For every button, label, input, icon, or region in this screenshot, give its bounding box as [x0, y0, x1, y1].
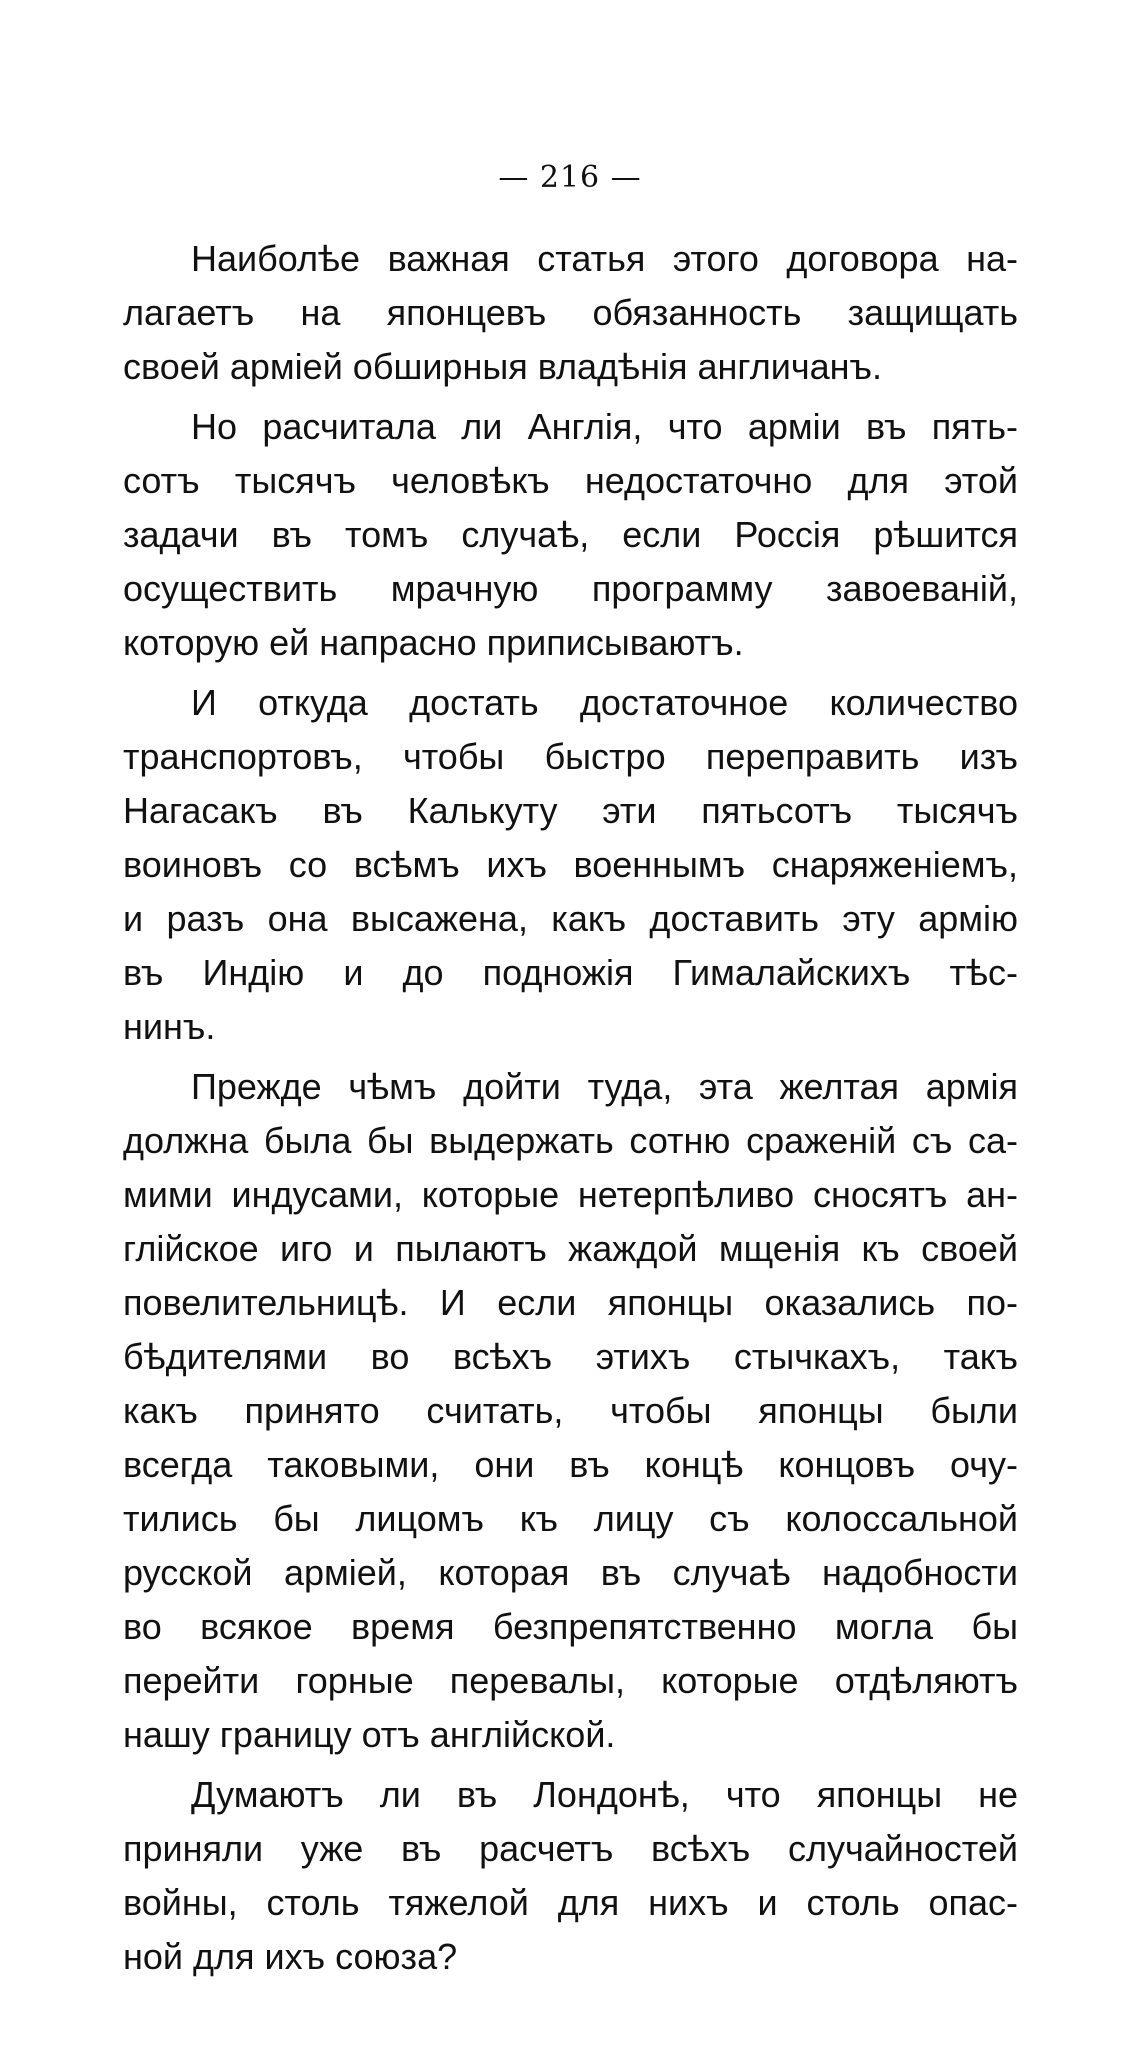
- text-line: тились бы лицомъ къ лицу съ колоссальной: [123, 1498, 1018, 1539]
- text-line: какъ принято считать, чтобы японцы были: [123, 1390, 1018, 1431]
- text-line: повелительницѣ. И если японцы оказались по-: [123, 1282, 1018, 1323]
- body-text: [123, 232, 1018, 1984]
- text-line: и разъ она высажена, какъ доставить эту армію: [123, 898, 1018, 939]
- text-line: ной для ихъ союза?: [123, 1936, 458, 1977]
- text-line: которую ей напрасно приписываютъ.: [123, 622, 744, 663]
- text-line: Нагасакъ въ Калькуту эти пятьсотъ тысячъ: [123, 790, 1018, 831]
- text-line: всегда таковыми, они въ концѣ концовъ очу-: [123, 1444, 1018, 1485]
- text-line: сотъ тысячъ человѣкъ недостаточно для этой: [123, 460, 1018, 501]
- text-line: нинъ.: [123, 1006, 216, 1047]
- text-line: И откуда достать достаточное количество: [191, 682, 1018, 723]
- text-line: задачи въ томъ случаѣ, если Россія рѣшится: [123, 514, 1018, 555]
- text-line: своей арміей обширныя владѣнія англичанъ.: [123, 346, 882, 387]
- paragraph: [123, 232, 1018, 394]
- text-line: лагаетъ на японцевъ обязанность защищать: [123, 292, 1018, 333]
- text-line: войны, столь тяжелой для нихъ и столь опас-: [123, 1882, 1018, 1923]
- text-line: приняли уже въ расчетъ всѣхъ случайностей: [123, 1828, 1018, 1869]
- text-line: воиновъ со всѣмъ ихъ военнымъ снаряженіемъ,: [123, 844, 1018, 885]
- paragraph: [123, 400, 1018, 670]
- text-line: транспортовъ, чтобы быстро переправить изъ: [123, 736, 1018, 777]
- paragraph: [123, 1060, 1018, 1762]
- text-line: Но расчитала ли Англія, что арміи въ пять-: [191, 406, 1018, 447]
- text-line: мими индусами, которые нетерпѣливо сносятъ ан-: [123, 1174, 1018, 1215]
- paragraph: [123, 1768, 1018, 1984]
- text-line: Наиболѣе важная статья этого договора на-: [191, 238, 1018, 279]
- text-line: въ Индію и до подножія Гималайскихъ тѣс-: [123, 952, 1018, 993]
- text-line: должна была бы выдержать сотню сраженій съ са-: [123, 1120, 1018, 1161]
- text-line: перейти горные перевалы, которые отдѣляютъ: [123, 1660, 1018, 1701]
- text-line: во всякое время безпрепятственно могла бы: [123, 1606, 1018, 1647]
- text-line: Думаютъ ли въ Лондонѣ, что японцы не: [191, 1774, 1018, 1815]
- text-line: бѣдителями во всѣхъ этихъ стычкахъ, такъ: [123, 1336, 1018, 1377]
- page-number: — 216 —: [498, 160, 642, 195]
- paragraph: [123, 676, 1018, 1054]
- text-line: нашу границу отъ англійской.: [123, 1714, 616, 1755]
- text-line: русской арміей, которая въ случаѣ надобности: [123, 1552, 1018, 1593]
- text-line: Прежде чѣмъ дойти туда, эта желтая армія: [191, 1066, 1018, 1107]
- text-line: осуществить мрачную программу завоеваній,: [123, 568, 1018, 609]
- text-line: глійское иго и пылаютъ жаждой мщенія къ своей: [123, 1228, 1018, 1269]
